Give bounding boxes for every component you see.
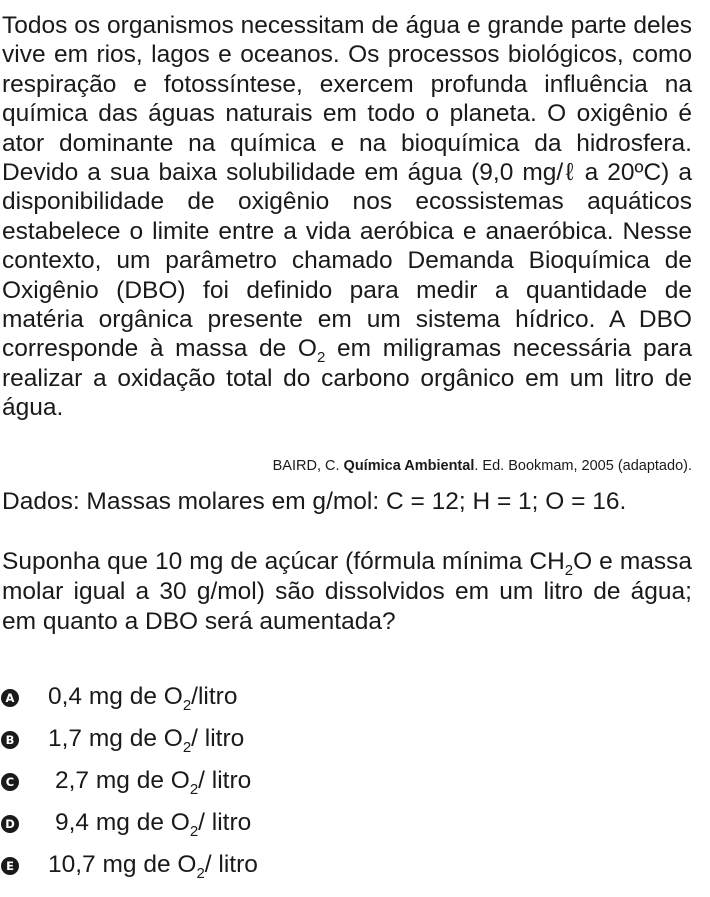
option-c-subscript: 2 (189, 781, 199, 798)
citation (273, 457, 692, 475)
option-b-unit: / litro (191, 725, 245, 752)
citation-publisher: . Ed. Bookmam, 2005 (adaptado). (474, 458, 692, 474)
option-d-badge: D (1, 815, 19, 833)
option-e-unit: / litro (204, 851, 258, 878)
option-b-text (48, 724, 244, 754)
question-text: Suponha que 10 mg de açúcar (fórmula mínima CH (2, 548, 565, 575)
citation-author: BAIRD, C. (272, 458, 344, 474)
question-statement (2, 547, 692, 637)
option-c-unit: / litro (198, 767, 252, 794)
option-d-value: 9,4 mg de O (55, 809, 190, 836)
option-e-value: 10,7 mg de O (48, 851, 197, 878)
option-c-value: 2,7 mg de O (55, 767, 190, 794)
option-e-subscript: 2 (196, 865, 205, 882)
option-c-badge: C (1, 773, 19, 791)
option-b-badge: B (1, 731, 19, 749)
context-text-end: em miligramas necessária para realizar a oxidação total do carbono orgânico em um litro de água. (2, 335, 692, 422)
o2-subscript: 2 (316, 349, 326, 367)
ch2o-subscript: 2 (564, 562, 574, 579)
option-a-subscript: 2 (182, 697, 192, 714)
option-a-badge: A (1, 689, 19, 707)
option-c[interactable] (0, 764, 700, 800)
option-c-text (55, 766, 251, 796)
option-e[interactable] (0, 848, 700, 884)
option-b-subscript: 2 (182, 739, 192, 756)
option-e-badge: E (1, 857, 19, 875)
option-a-text (48, 682, 237, 712)
option-d-text (55, 808, 251, 838)
option-e-text (48, 850, 258, 880)
citation-title: Química Ambiental (343, 458, 475, 474)
option-a-value: 0,4 mg de O (48, 683, 183, 710)
option-d-unit: / litro (198, 809, 252, 836)
option-b[interactable] (0, 722, 700, 758)
option-a[interactable] (0, 680, 700, 716)
context-text: Todos os organismos necessitam de água e grande parte deles vive em rios, lagos e oceanos. Os processos biológicos, como respiração e fotossíntese, exercem profunda influência na química das águas naturais em todo o planeta. O oxigênio é ator dominante na química e na bioquímica da hidrosfera. Devido a sua baixa solubilidade em água (9,0 mg/ℓ a 20ºC) a disponibilidade de oxigênio nos ecossistemas aquáticos estabelece o limite entre a vida aeróbica e anaeróbica. Nesse contexto, um parâmetro chamado Demanda Bioquímica de Oxigênio (DBO) foi definido para medir a quantidade de matéria orgânica presente em um sistema hídrico. A DBO corresponde à massa de O (2, 12, 692, 363)
option-a-unit: /litro (191, 683, 238, 710)
option-d-subscript: 2 (189, 823, 199, 840)
option-d[interactable] (0, 806, 700, 842)
question-text-end: O e massa molar igual a 30 g/mol) são dissolvidos em um litro de água; em quanto a DBO será aumentada? (2, 548, 692, 635)
context-paragraph (2, 11, 692, 423)
given-data: Dados: Massas molares em g/mol: C = 12; H = 1; O = 16. (2, 488, 627, 515)
option-b-value: 1,7 mg de O (48, 725, 183, 752)
